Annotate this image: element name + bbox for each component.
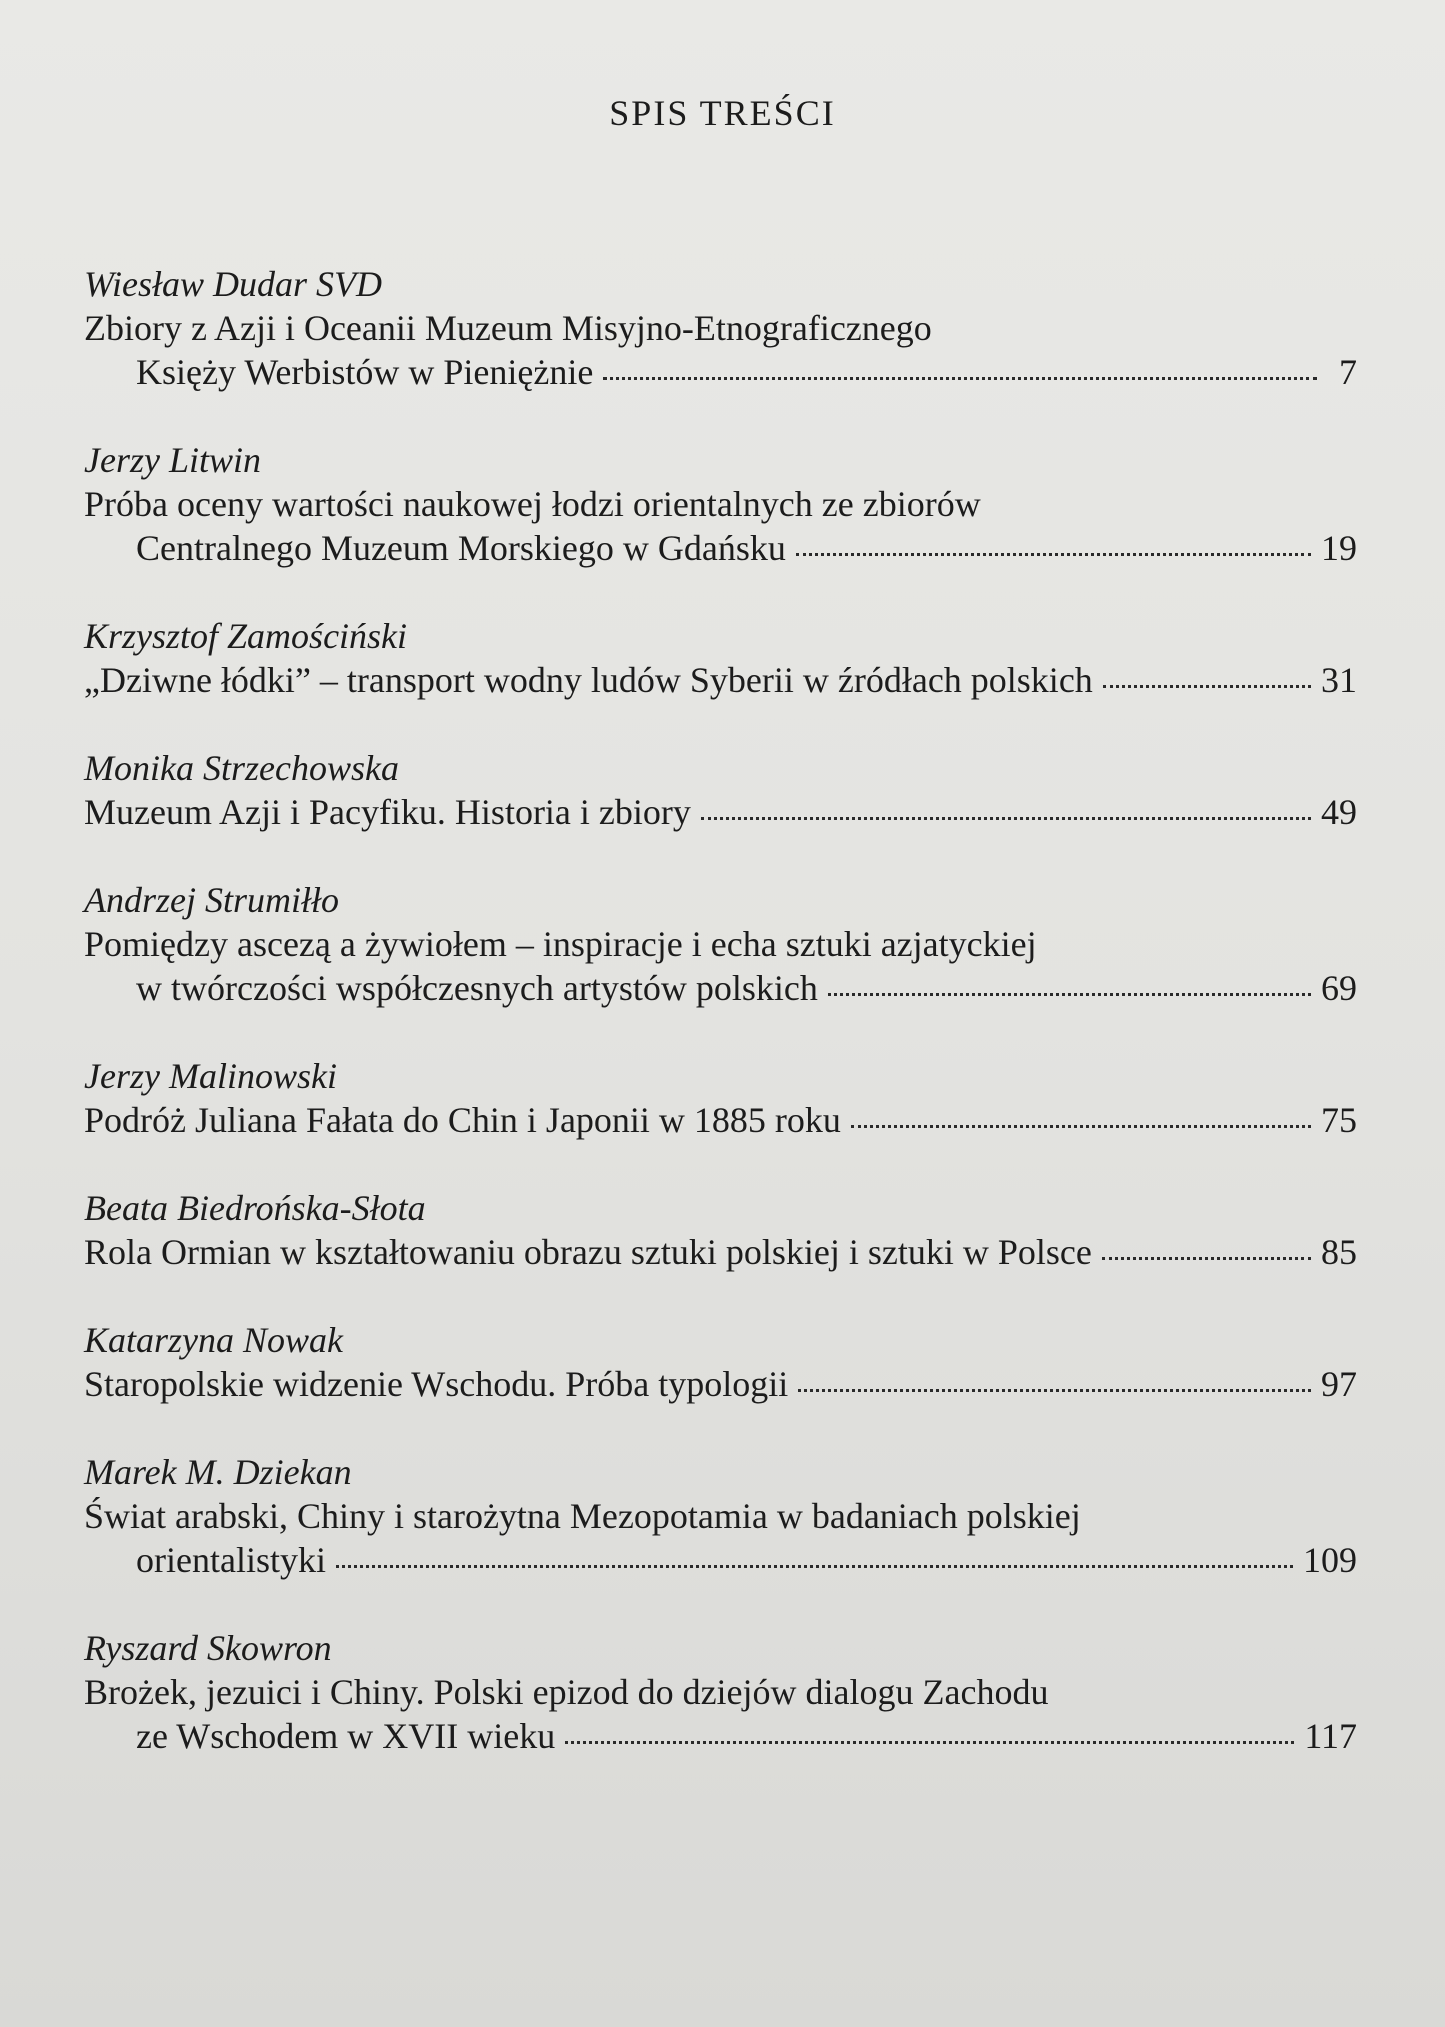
entry-author: Jerzy Malinowski (84, 1056, 337, 1096)
page-heading: SPIS TREŚCI (609, 93, 836, 133)
page-number: 49 (1321, 792, 1357, 832)
entry-title-row (84, 658, 1357, 702)
entry-title-row (84, 1098, 1357, 1142)
entry-title-continuation (84, 1714, 1357, 1758)
dot-leader (603, 373, 1317, 380)
entry-title-line: „Dziwne łódki” – transport wodny ludów Syberii w źródłach polskich (84, 660, 1093, 700)
entry-title-line: Zbiory z Azji i Oceanii Muzeum Misyjno-Etnograficznego (84, 308, 932, 348)
entry-title-line: ze Wschodem w XVII wieku (136, 1716, 556, 1756)
page-number: 97 (1321, 1364, 1357, 1404)
dot-leader (1102, 1253, 1311, 1260)
toc-entry (84, 1318, 1357, 1406)
entry-title-line: Świat arabski, Chiny i starożytna Mezopotamia w badaniach polskiej (84, 1496, 1081, 1536)
entry-title-line: Próba oceny wartości naukowej łodzi orientalnych ze zbiorów (84, 484, 981, 524)
entry-title-line: orientalistyki (136, 1540, 326, 1580)
page-number: 7 (1339, 352, 1357, 392)
dot-leader (1103, 681, 1311, 688)
page-number: 109 (1303, 1540, 1357, 1580)
toc-entry (84, 746, 1357, 834)
entry-author: Beata Biedrońska-Słota (84, 1188, 426, 1228)
entry-author: Ryszard Skowron (84, 1628, 332, 1668)
toc-entry (84, 438, 1357, 570)
page-number: 75 (1321, 1100, 1357, 1140)
page-number: 117 (1304, 1716, 1357, 1756)
entry-title-row (84, 1362, 1357, 1406)
dot-leader (565, 1737, 1294, 1744)
entry-title-continuation (84, 526, 1357, 570)
entry-title-continuation (84, 966, 1357, 1010)
entry-title-line: Pomiędzy ascezą a żywiołem – inspiracje i echa sztuki azjatyckiej (84, 924, 1037, 964)
entry-author: Krzysztof Zamościński (84, 616, 408, 656)
dot-leader (701, 813, 1311, 820)
entry-title-row (84, 1230, 1357, 1274)
dot-leader (828, 989, 1311, 996)
entry-title-line: w twórczości współczesnych artystów polskich (136, 968, 818, 1008)
page-number: 19 (1321, 528, 1357, 568)
toc-entry (84, 1450, 1357, 1582)
entry-author: Jerzy Litwin (84, 440, 261, 480)
dot-leader (798, 1385, 1311, 1392)
page-number: 69 (1321, 968, 1357, 1008)
entry-author: Marek M. Dziekan (84, 1452, 352, 1492)
entry-title-line: Muzeum Azji i Pacyfiku. Historia i zbiory (84, 792, 691, 832)
table-of-contents (84, 262, 1357, 1758)
entry-author: Wiesław Dudar SVD (84, 264, 383, 304)
toc-entry (84, 1054, 1357, 1142)
entry-author: Katarzyna Nowak (84, 1320, 344, 1360)
toc-entry (84, 1626, 1357, 1758)
entry-title-continuation (84, 1538, 1357, 1582)
entry-title-line: Centralnego Muzeum Morskiego w Gdańsku (136, 528, 786, 568)
dot-leader (796, 549, 1311, 556)
entry-title-continuation (84, 350, 1357, 394)
entry-title-line: Rola Ormian w kształtowaniu obrazu sztuki polskiej i sztuki w Polsce (84, 1232, 1092, 1272)
page-number: 31 (1321, 660, 1357, 700)
entry-title-line: Staropolskie widzenie Wschodu. Próba typologii (84, 1364, 789, 1404)
entry-title-line: Podróż Juliana Fałata do Chin i Japonii w 1885 roku (84, 1100, 841, 1140)
toc-entry (84, 262, 1357, 394)
entry-title-row (84, 790, 1357, 834)
entry-author: Monika Strzechowska (84, 748, 399, 788)
entry-title-line: Księży Werbistów w Pieniężnie (136, 352, 594, 392)
dot-leader (336, 1561, 1293, 1568)
entry-title-line: Brożek, jezuici i Chiny. Polski epizod do dziejów dialogu Zachodu (84, 1672, 1049, 1712)
toc-entry (84, 878, 1357, 1010)
dot-leader (851, 1121, 1311, 1128)
entry-author: Andrzej Strumiłło (84, 880, 340, 920)
page-number: 85 (1321, 1232, 1357, 1272)
toc-entry (84, 614, 1357, 702)
toc-entry (84, 1186, 1357, 1274)
